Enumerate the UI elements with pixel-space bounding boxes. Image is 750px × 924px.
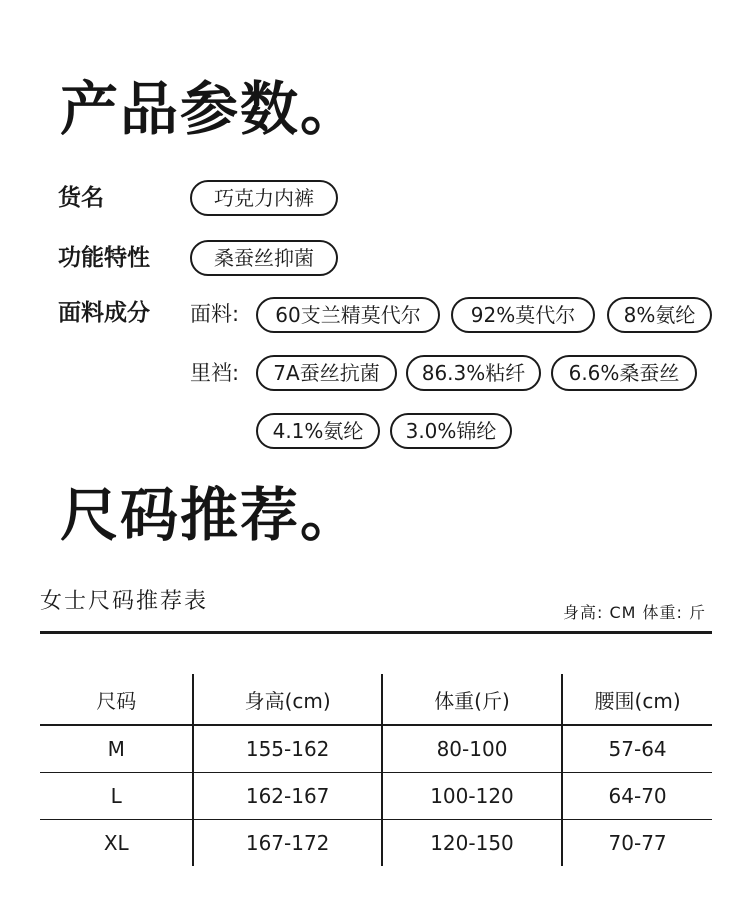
header-height: 身高(cm) (193, 674, 381, 725)
fabric-label: 面料成分 (58, 300, 150, 326)
lining-pill: 7A蚕丝抗菌 (256, 355, 397, 391)
table-row (40, 773, 712, 820)
size-recommend-title: 尺码推荐。 (60, 481, 361, 549)
lining-pill: 86.3%粘纤 (406, 355, 541, 391)
product-name-pill: 巧克力内裤 (190, 180, 338, 216)
lining-pill: 4.1%氨纶 (256, 413, 380, 449)
function-pill: 桑蚕丝抑菌 (190, 240, 338, 276)
product-params-title: 产品参数。 (60, 75, 361, 143)
cell-weight: 120-150 (382, 820, 562, 867)
cell-size: L (40, 773, 193, 820)
outer-fabric-pill: 92%莫代尔 (451, 297, 595, 333)
cell-size: XL (40, 820, 193, 867)
cell-weight: 80-100 (382, 725, 562, 773)
cell-height: 155-162 (193, 725, 381, 773)
cell-size: M (40, 725, 193, 773)
outer-fabric-pill: 8%氨纶 (607, 297, 712, 333)
size-table-title: 女士尺码推荐表 (40, 589, 209, 614)
lining-pill: 6.6%桑蚕丝 (551, 355, 697, 391)
cell-weight: 100-120 (382, 773, 562, 820)
size-table (40, 674, 712, 866)
header-waist: 腰围(cm) (562, 674, 712, 725)
cell-waist: 70-77 (608, 831, 667, 855)
table-row (40, 820, 712, 867)
lining-pill: 3.0%锦纶 (390, 413, 512, 449)
header-size: 尺码 (40, 674, 193, 725)
function-label: 功能特性 (58, 245, 150, 271)
outer-fabric-label: 面料: (190, 302, 240, 326)
outer-fabric-pill: 60支兰精莫代尔 (256, 297, 440, 333)
lining-label: 里裆: (190, 361, 240, 385)
cell-waist: 57-64 (562, 725, 712, 773)
cell-waist: 64-70 (562, 773, 712, 820)
cell-height: 167-172 (193, 820, 381, 867)
cell-height: 162-167 (193, 773, 381, 820)
table-header-row (40, 674, 712, 725)
product-name-label: 货名 (58, 185, 104, 211)
table-row (40, 725, 712, 773)
unit-note: 身高: CM 体重: 斤 (562, 603, 706, 622)
divider (40, 631, 712, 634)
header-weight: 体重(斤) (382, 674, 562, 725)
